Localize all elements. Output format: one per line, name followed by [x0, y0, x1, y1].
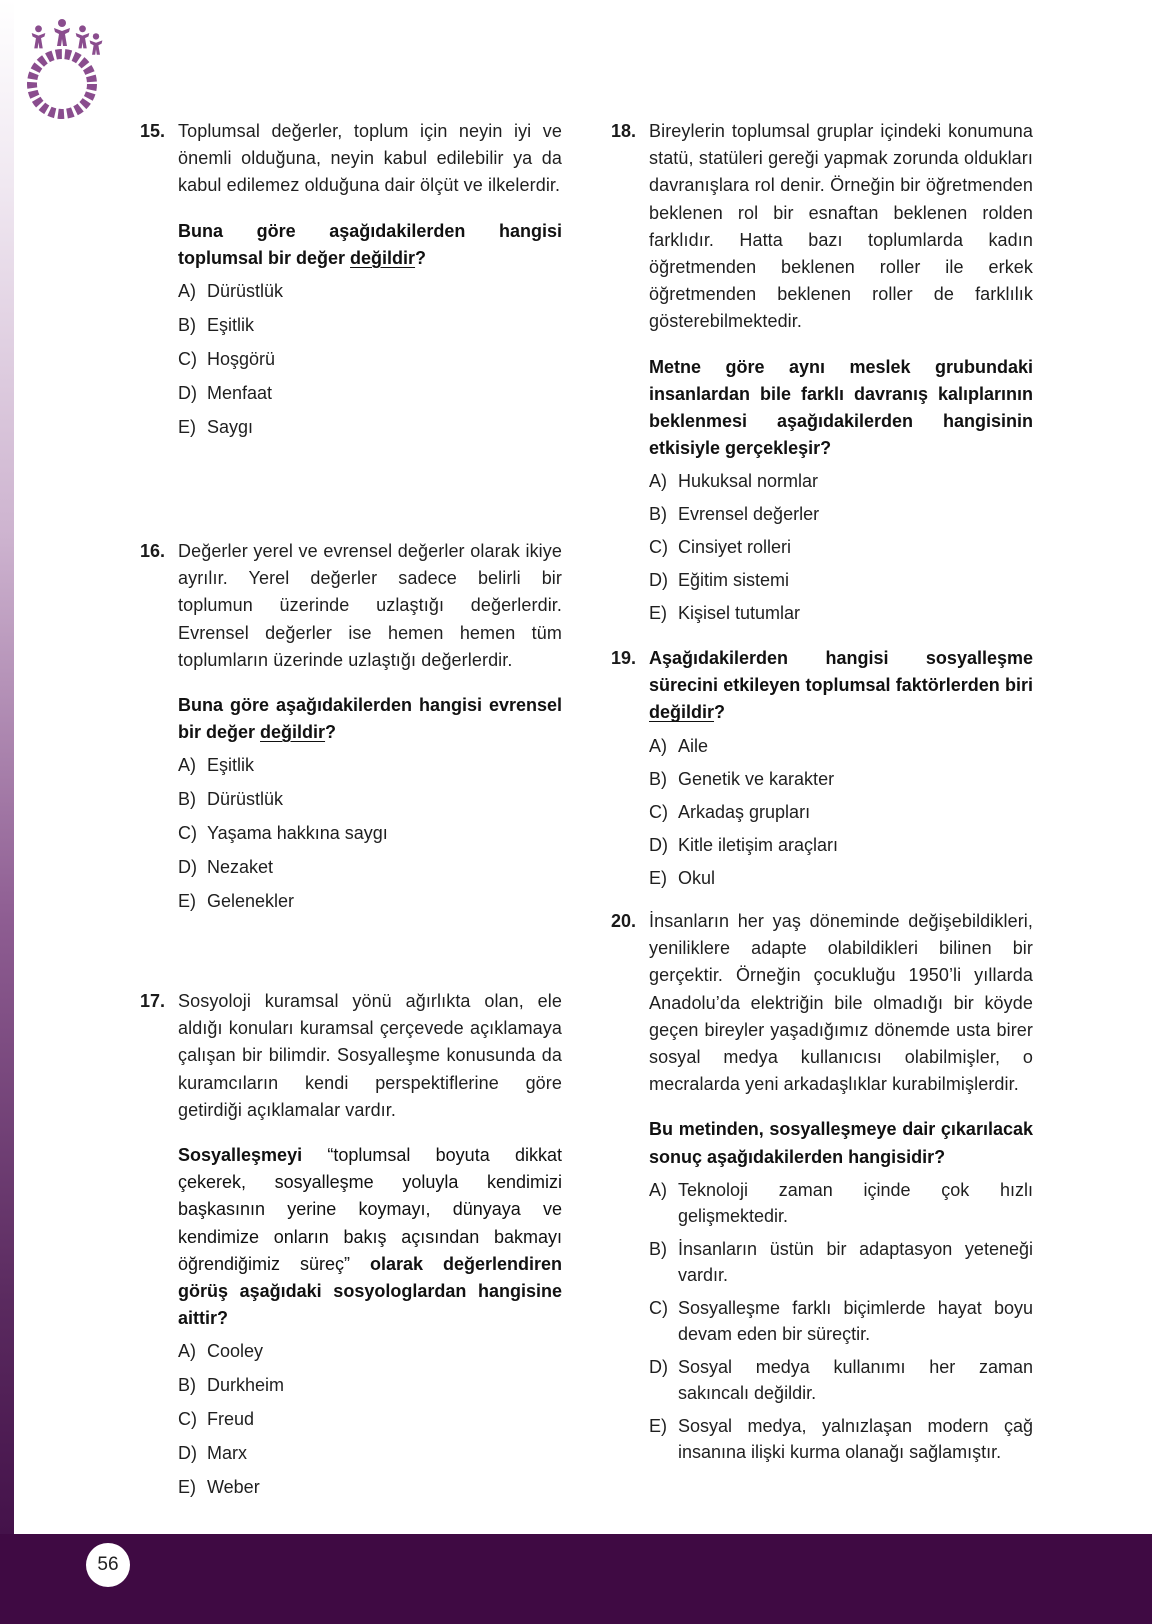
- option-b[interactable]: B) İnsanların üstün bir adaptasyon yeteneği vardır.: [649, 1238, 1033, 1285]
- option-c[interactable]: C) Sosyalleşme farklı biçimlerde hayat boyu devam eden bir süreçtir.: [649, 1297, 1033, 1344]
- answer-options: [178, 752, 562, 914]
- question-prompt: Bu metinden, sosyalleşmeye dair çıkarılacak sonuç aşağıdakilerden hangisidir?: [649, 1119, 1033, 1167]
- question-stem: İnsanların her yaş döneminde değişebildikleri, yeniliklere adapte olabildikleri bilinen bir gerçektir. Örneğin çocukluğu 1950’li yıllarda Anadolu’da elektriğin bile olmadığı bir köyde geçen bireyler yaşadığımız dönemde usta birer sosyal medya kullanıcısı olabilmişler, o mecralarda yeni arkadaşlıklar kurabilmişlerdir.: [649, 911, 1033, 1095]
- question-prompt: Sosyalleşmeyi “toplumsal boyuta dikkat çekerek, sosyalleşme yoluyla kendimizi başkasının yerine koymayı, dünyaya ve kendimize onların bakış açısından bakmayı öğrendiğimiz süreç” olarak değerlendiren görüş aşağıdaki sosyologlardan hangisine aittir?: [178, 1145, 562, 1329]
- option-d[interactable]: D) Menfaat: [178, 383, 273, 404]
- decorative-sidebar: [0, 0, 14, 1534]
- question-number: 18.: [611, 121, 637, 141]
- answer-options: [178, 1338, 562, 1500]
- question-number: 20.: [611, 911, 637, 931]
- question-15: [140, 118, 560, 448]
- option-d[interactable]: D) Sosyal medya kullanımı her zaman sakıncalı değildir.: [649, 1356, 1033, 1403]
- question-19: [611, 645, 1031, 898]
- negation-emphasis: değildir: [350, 247, 416, 268]
- question-17: [140, 988, 560, 1508]
- question-number: 15.: [140, 121, 166, 141]
- option-c[interactable]: C) Cinsiyet rolleri: [649, 537, 792, 558]
- question-18: [611, 118, 1031, 633]
- option-d[interactable]: D) Kitle iletişim araçları: [649, 834, 839, 855]
- answer-options: [649, 1177, 1033, 1465]
- question-prompt: Buna göre aşağıdakilerden hangisi evrensel bir değer değildir?: [178, 695, 562, 743]
- answer-options: [649, 468, 1033, 626]
- question-stem: Toplumsal değerler, toplum için neyin iyi ve önemli olduğuna, neyin kabul edilebilir ya da kabul edilemez olduğuna dair ölçüt ve ilkelerdir.: [178, 121, 562, 196]
- option-c[interactable]: C) Hoşgörü: [178, 349, 276, 370]
- question-stem: Değerler yerel ve evrensel değerler olarak ikiye ayrılır. Yerel değerler sadece belirli bir toplumun üzerinde uzlaştığı değerlerdir. Evrensel değerler ise hemen hemen tüm toplumların üzerinde uzlaştığı değerlerdir.: [178, 541, 562, 670]
- question-number: 17.: [140, 991, 166, 1011]
- option-e[interactable]: E) Gelenekler: [178, 891, 295, 912]
- option-b[interactable]: B) Evrensel değerler: [649, 504, 820, 525]
- option-e[interactable]: E) Saygı: [178, 417, 254, 438]
- question-16: [140, 538, 560, 922]
- option-b[interactable]: B) Dürüstlük: [178, 789, 284, 810]
- option-a[interactable]: A) Dürüstlük: [178, 281, 284, 302]
- option-e[interactable]: E) Okul: [649, 867, 716, 888]
- negation-emphasis: değildir: [260, 722, 326, 743]
- option-b[interactable]: B) Durkheim: [178, 1375, 285, 1396]
- question-number: 19.: [611, 648, 637, 668]
- option-a[interactable]: A) Eşitlik: [178, 755, 255, 776]
- question-stem: Sosyoloji kuramsal yönü ağırlıkta olan, ele aldığı konuları kuramsal çerçevede açıklamaya çalışan bir bilimdir. Sosyalleşme konusunda da kuramcıların kendi perspektiflerine göre getirdiği açıklamalar vardır.: [178, 991, 562, 1120]
- option-a[interactable]: A) Cooley: [178, 1341, 264, 1362]
- option-a[interactable]: A) Teknoloji zaman içinde çok hızlı gelişmektedir.: [649, 1179, 1033, 1226]
- page-number: 56: [86, 1543, 130, 1587]
- question-stem: Bireylerin toplumsal gruplar içindeki konumuna statü, statüleri gereği yapmak zorunda oldukları davranışlara rol denir. Örneğin bir öğretmenden beklenen rol bir esnaftan beklenen rolden farklıdır. Hatta bazı toplumlarda kadın öğretmenden beklenen roller ile erkek öğretmenden beklenen roller de farklılık gösterebilmektedir.: [649, 121, 1033, 332]
- option-a[interactable]: A) Hukuksal normlar: [649, 471, 819, 492]
- question-prompt: Buna göre aşağıdakilerden hangisi toplumsal bir değer değildir?: [178, 220, 562, 268]
- option-c[interactable]: C) Yaşama hakkına saygı: [178, 823, 388, 844]
- option-d[interactable]: D) Nezaket: [178, 857, 274, 878]
- option-d[interactable]: D) Marx: [178, 1443, 247, 1464]
- question-20: [611, 908, 1031, 1472]
- question-prompt: Aşağıdakilerden hangisi sosyalleşme sürecini etkileyen toplumsal faktörlerden biri değildir?: [649, 648, 1033, 723]
- option-a[interactable]: A) Aile: [649, 735, 709, 756]
- option-d[interactable]: D) Eğitim sistemi: [649, 570, 790, 591]
- option-e[interactable]: E) Weber: [178, 1477, 260, 1498]
- logo-icon: [14, 14, 108, 124]
- question-prompt: Metne göre aynı meslek grubundaki insanlardan bile farklı davranış kalıplarının beklenmesi aşağıdakilerden hangisinin etkisiyle gerçekleşir?: [649, 356, 1033, 459]
- option-e[interactable]: E) Sosyal medya, yalnızlaşan modern çağ insanına ilişki kurma olanağı sağlamıştır.: [649, 1415, 1033, 1462]
- option-b[interactable]: B) Genetik ve karakter: [649, 768, 835, 789]
- answer-options: [649, 733, 1033, 891]
- negation-emphasis: değildir: [649, 702, 715, 723]
- footer-band: [0, 1534, 1152, 1624]
- option-c[interactable]: C) Arkadaş grupları: [649, 801, 811, 822]
- option-b[interactable]: B) Eşitlik: [178, 315, 255, 336]
- question-number: 16.: [140, 541, 166, 561]
- option-e[interactable]: E) Kişisel tutumlar: [649, 603, 801, 624]
- answer-options: [178, 278, 562, 440]
- option-c[interactable]: C) Freud: [178, 1409, 255, 1430]
